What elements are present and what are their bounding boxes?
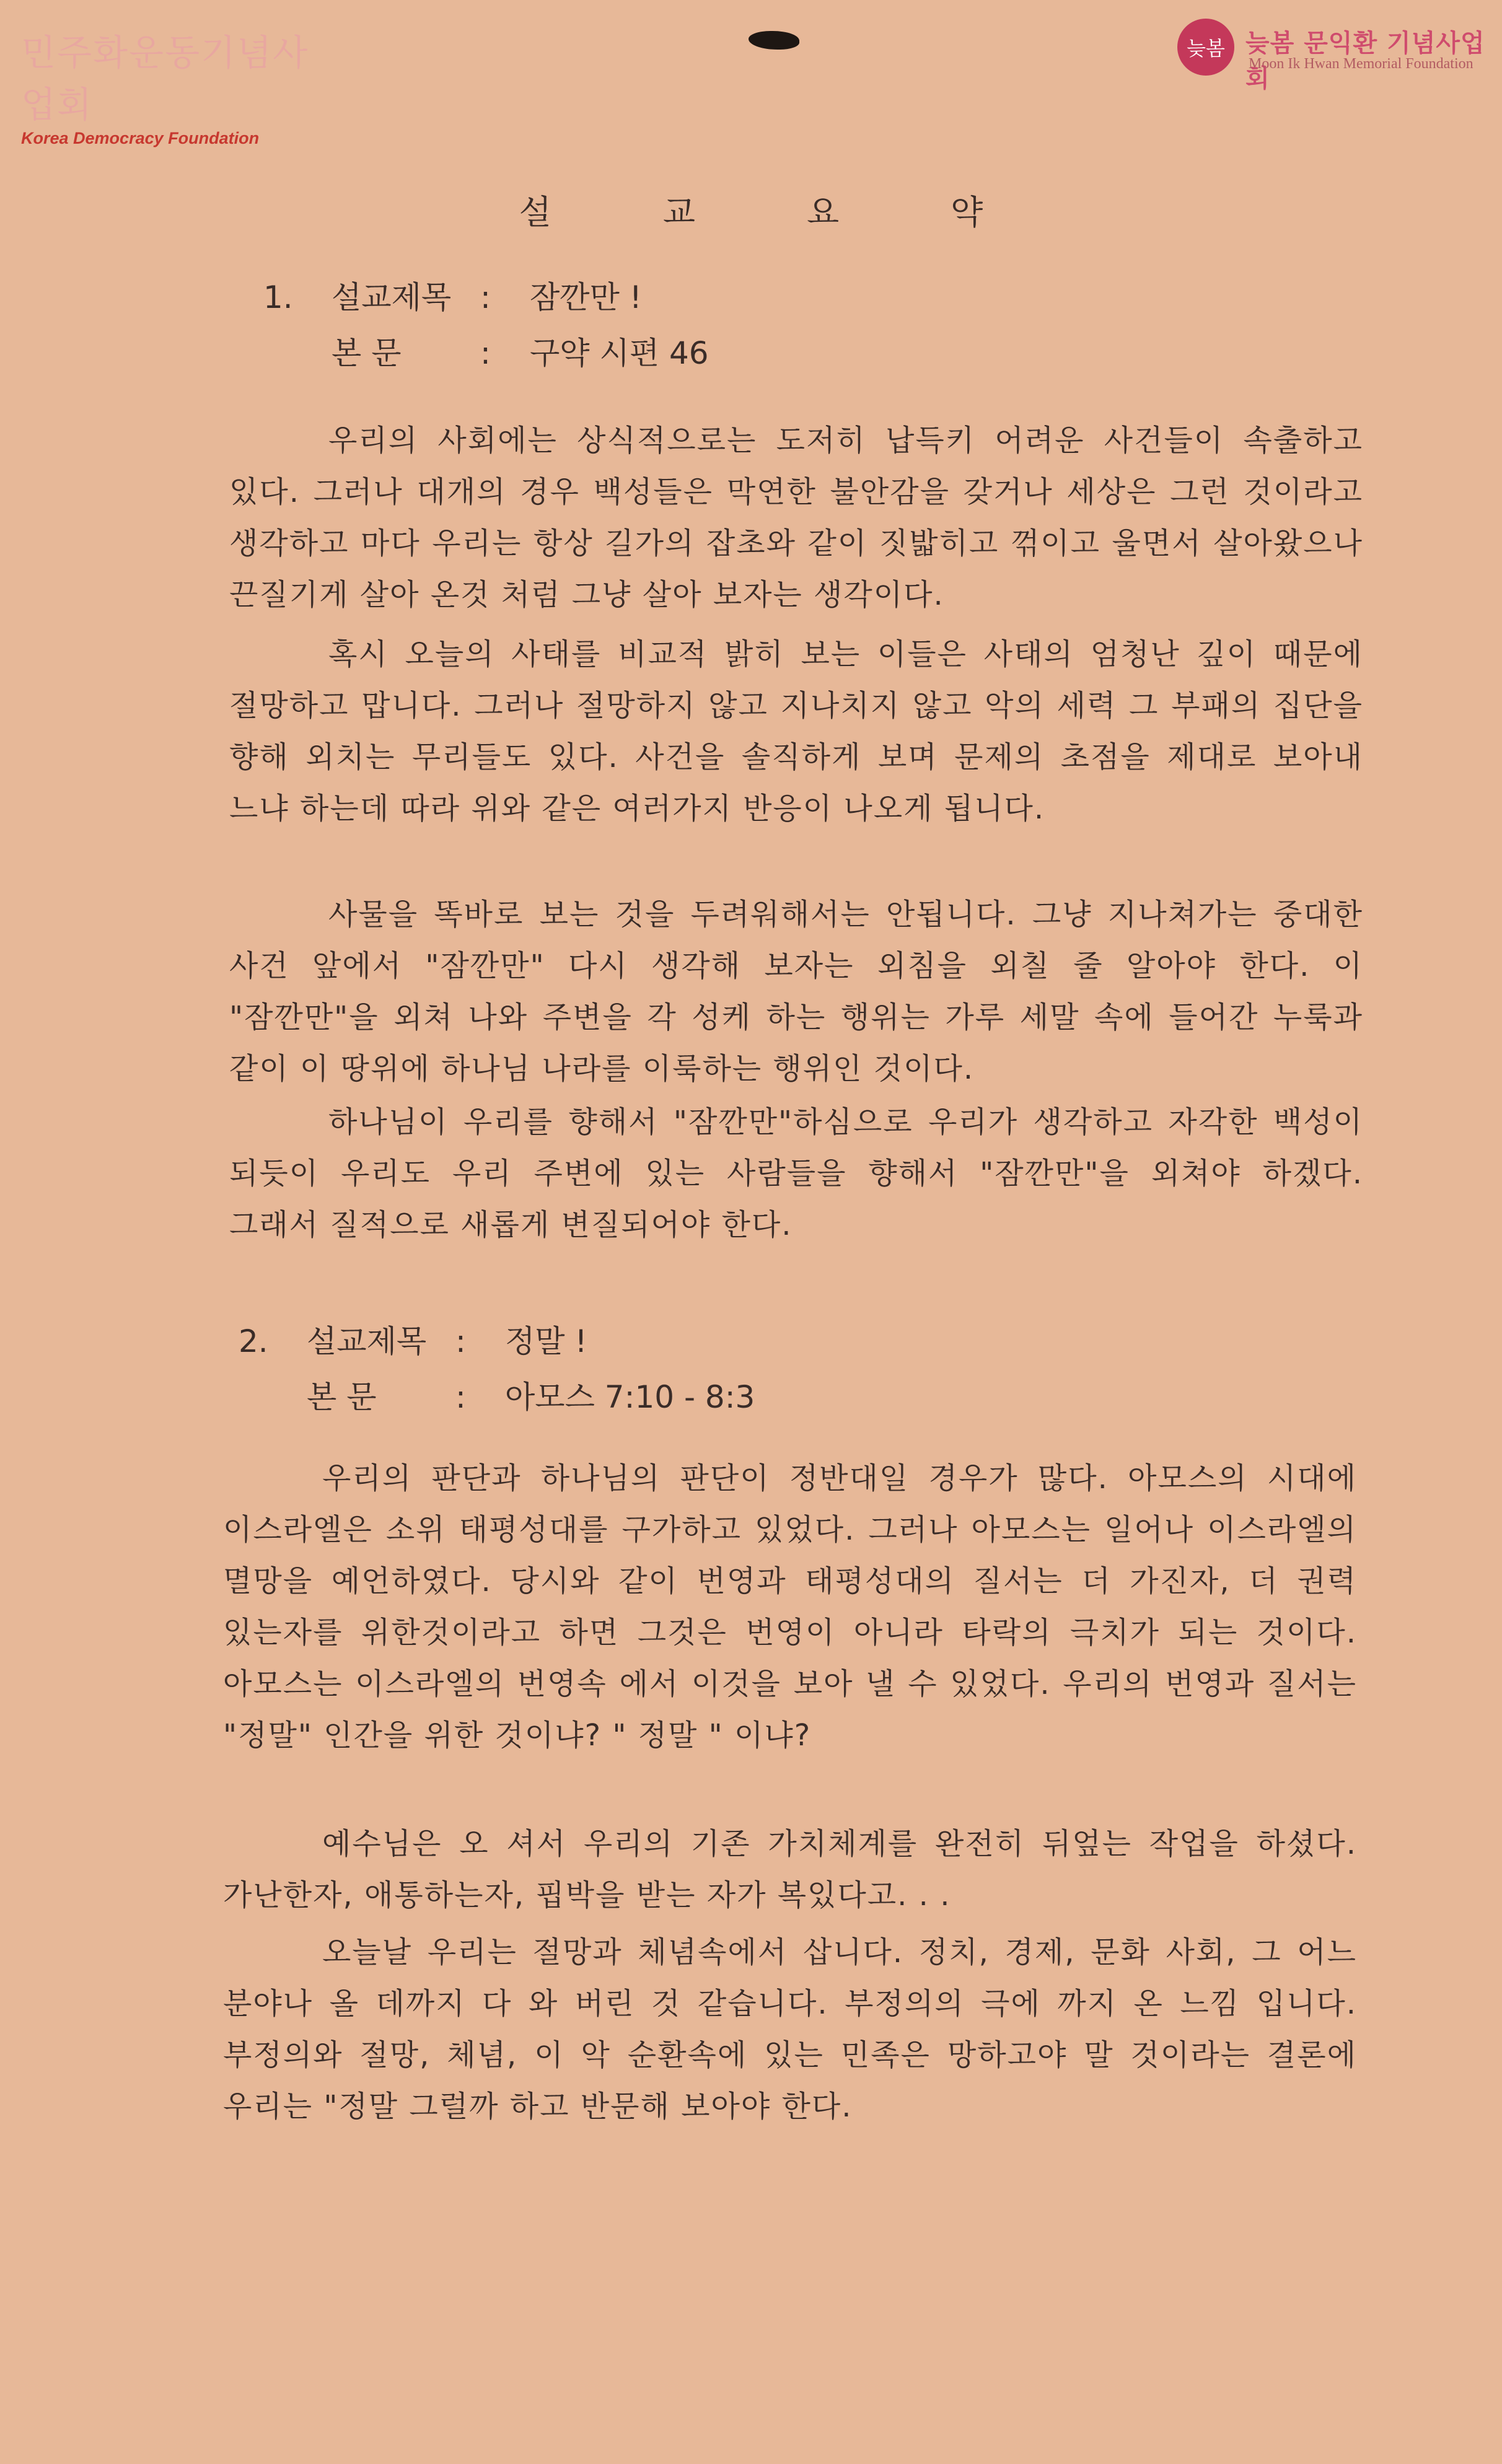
sermon-1-text-value: 구약 시편 46 bbox=[530, 335, 709, 371]
sermon-1-paragraph: 우리의 사회에는 상식적으로는 도저히 납득키 어려운 사건들이 속출하고 있다. 그러나 대개의 경우 백성들은 막연한 불안감을 갖거나 세상은 그런 것이라고 생각하고 마다 우리는 항상 길가의 잡초와 같이 짓밟히고 꺾이고 울면서 살아왔으나 끈질기게 살아 온것 처럼 그냥 살아 보자는 생각이다. bbox=[229, 423, 1363, 612]
sermon-2-text-value: 아모스 7:10 - 8:3 bbox=[505, 1379, 755, 1415]
logo-left-english: Korea Democracy Foundation bbox=[21, 129, 260, 147]
sermon-1-title-line: 1. 설교제목 : 잠깐만 ! bbox=[263, 273, 642, 317]
sermon-2-number: 2. bbox=[239, 1323, 268, 1359]
sermon-2-title-label: 설교제목 bbox=[307, 1323, 427, 1359]
sermon-2-text-line: 본 문 : 아모스 7:10 - 8:3 bbox=[307, 1372, 755, 1417]
sermon-1-paragraph: 혹시 오늘의 사태를 비교적 밝히 보는 이들은 사태의 엄청난 깊이 때문에 절망하고 맙니다. 그러나 절망하지 않고 지나치지 않고 악의 세력 그 부패의 집단을 향해 외치는 무리들도 있다. 사건을 솔직하게 보며 문제의 초점을 제대로 보아내 느냐 하는데 따라 위와 같은 여러가지 반응이 나오게 됩니다. bbox=[229, 637, 1363, 826]
document-title: 설교요약 bbox=[519, 193, 1095, 232]
logo-seal-icon: 늦봄 bbox=[1177, 19, 1234, 76]
moon-ik-hwan-foundation-logo bbox=[1177, 19, 1487, 93]
korea-democracy-foundation-logo bbox=[21, 24, 312, 148]
sermon-2-title-line: 2. 설교제목 : 정말 ! bbox=[239, 1317, 587, 1361]
sermon-1-paragraph: 하나님이 우리를 향해서 "잠깐만"하심으로 우리가 생각하고 자각한 백성이 되듯이 우리도 우리 주변에 있는 사람들을 향해서 "잠깐만"을 외쳐야 하겠다. 그래서 질적으로 새롭게 변질되어야 한다. bbox=[229, 1105, 1363, 1242]
sermon-2-paragraph: 오늘날 우리는 절망과 체념속에서 삽니다. 정치, 경제, 문화 사회, 그 어느 분야나 올 데까지 다 와 버린 것 같습니다. 부정의의 극에 까지 온 느낌 입니다. 부정의와 절망, 체념, 이 악 순환속에 있는 민족은 망하고야 말 것이라는 결론에 우리는 "정말 그럴까 하고 반문해 보아야 한다. bbox=[223, 1935, 1357, 2124]
sermon-2-text-label: 본 문 bbox=[307, 1379, 377, 1415]
sermon-2-paragraph: 예수님은 오 셔서 우리의 기존 가치체계를 완전히 뒤엎는 작업을 하셨다. 가난한자, 애통하는자, 핍박을 받는 자가 복있다고. . . bbox=[223, 1826, 1357, 1913]
sermon-1-paragraph: 사물을 똑바로 보는 것을 두려워해서는 안됩니다. 그냥 지나쳐가는 중대한 사건 앞에서 "잠깐만" 다시 생각해 보자는 외침을 외칠 줄 알아야 한다. 이 "잠깐만"을 외쳐 나와 주변을 각 성케 하는 행위는 가루 세말 속에 들어간 누룩과 같이 이 땅위에 하나님 나라를 이룩하는 행위인 것이다. bbox=[229, 897, 1363, 1086]
logo-right-korean: 늦봄 문익환 기념사업회 bbox=[1245, 29, 1485, 93]
sermon-1-title-value: 잠깐만 ! bbox=[530, 279, 642, 315]
sermon-2-title-value: 정말 ! bbox=[505, 1323, 587, 1359]
sermon-1-text-label: 본 문 bbox=[332, 335, 402, 371]
sermon-1-title-label: 설교제목 bbox=[332, 279, 452, 315]
ink-blot-mark bbox=[749, 31, 799, 50]
sermon-1-number: 1. bbox=[263, 279, 293, 315]
logo-left-korean: 민주화운동기념사업회 bbox=[21, 32, 309, 126]
sermon-1-text-line: 본 문 : 구약 시편 46 bbox=[332, 328, 709, 373]
logo-right-english: Moon Ik Hwan Memorial Foundation bbox=[1249, 56, 1473, 72]
sermon-2-paragraph: 우리의 판단과 하나님의 판단이 정반대일 경우가 많다. 아모스의 시대에 이스라엘은 소위 태평성대를 구가하고 있었다. 그러나 아모스는 일어나 이스라엘의 멸망을 예언하였다. 당시와 같이 번영과 태평성대의 질서는 더 가진자, 더 권력 있는자를 위한것이라고 하면 그것은 번영이 아니라 타락의 극치가 되는 것이다. 아모스는 이스라엘의 번영속 에서 이것을 보아 낼 수 있었다. 우리의 번영과 질서는 "정말" 인간을 위한 것이냐? " 정말 " 이냐? bbox=[223, 1461, 1357, 1753]
